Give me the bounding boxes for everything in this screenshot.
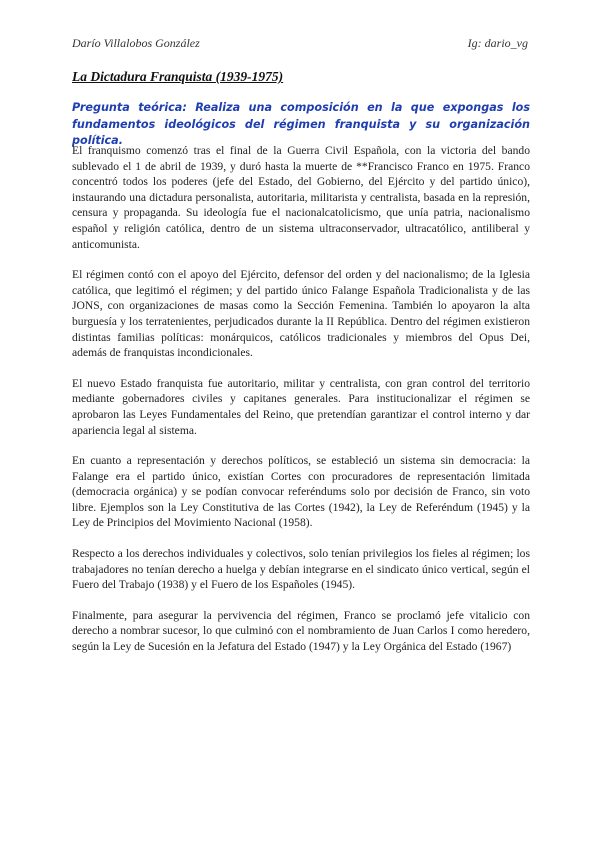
page-header <box>72 36 528 51</box>
paragraph-4: En cuanto a representación y derechos políticos, se estableció un sistema sin democracia: la Falange era el partido único, existían Cortes con procuradores de representación limitada (democracia orgánica) y se podían convocar referéndums solo por decisión de Franco, sin voto libre. Ejemplos son la Ley Constitutiva de las Cortes (1942), la Ley de Referéndum (1945) y la Ley de Principios del Movimiento Nacional (1958). <box>72 454 530 530</box>
paragraph-6: Finalmente, para asegurar la pervivencia del régimen, Franco se proclamó jefe vitalicio con derecho a nombrar sucesor, lo que culminó con el nombramiento de Juan Carlos I como heredero, según la Ley de Sucesión en la Jefatura del Estado (1947) y la Ley Orgánica del Estado (1967) <box>72 608 530 654</box>
paragraph-3: El nuevo Estado franquista fue autoritario, militar y centralista, con gran control del territorio mediante gobernadores civiles y capitanes generales. Para institucionalizar el régimen se aprobaron las Leyes Fundamentales del Reino, que pretendían garantizar el control interno y dar apariencia legal al sistema. <box>72 376 530 437</box>
author-name: Darío Villalobos González <box>72 36 200 50</box>
theory-question: Pregunta teórica: Realiza una composición en la que expongas los fundamentos ideológicos del régimen franquista y su organización política. <box>72 101 530 147</box>
document-body <box>72 143 530 670</box>
instagram-handle: Ig: dario_vg <box>467 36 528 50</box>
document-title: La Dictadura Franquista (1939-1975) <box>72 69 284 84</box>
paragraph-2: El régimen contó con el apoyo del Ejército, defensor del orden y del nacionalismo; de la Iglesia católica, que legitimó el régimen; y del partido único Falange Española Tradicionalista y de las JONS, con organizaciones de masas como la Sección Femenina. También lo apoyaron la alta burguesía y los terratenientes, perjudicados durante la II República. Dentro del régimen existieron distintas familias políticas: monárquicos, católicos tradicionales y miembros del Opus Dei, además de franquistas incondicionales. <box>72 268 530 360</box>
paragraph-1: El franquismo comenzó tras el final de la Guerra Civil Española, con la victoria del bando sublevado el 1 de abril de 1939, y duró hasta la muerte de **Francisco Franco en 1975. Franco concentró todos los poderes (jefe del Estado, del Gobierno, del Ejército y del partido único), instaurando una dictadura personalista, autoritaria, militarista y centralista, basada en la represión, censura y propaganda. Su ideología fue el nacionalcatolicismo, que unía patria, nacionalismo español y religión católica, dentro de un sistema ultraconservador, ultracatólico, antiliberal y anticomunista. <box>72 144 530 251</box>
paragraph-5: Respecto a los derechos individuales y colectivos, solo tenían privilegios los fieles al régimen; los trabajadores no tenían derecho a huelga y debían integrarse en el sindicato único vertical, según el Fuero del Trabajo (1938) y el Fuero de los Españoles (1945). <box>72 547 530 592</box>
